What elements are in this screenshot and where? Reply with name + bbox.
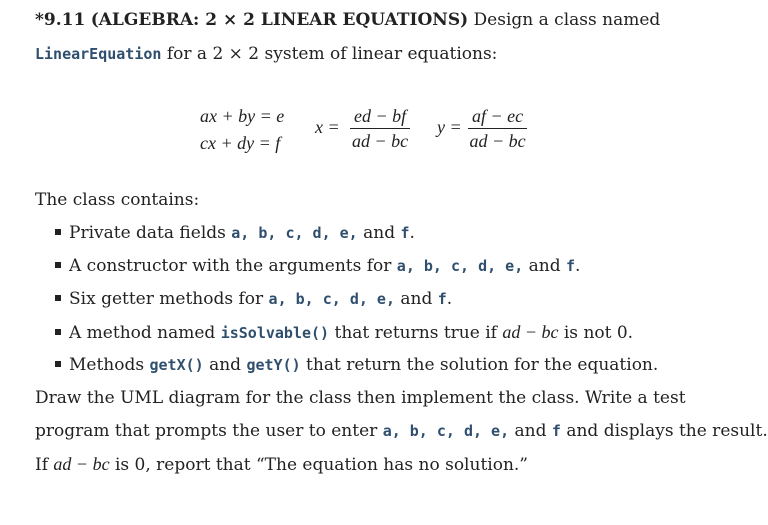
- heading-text: Design a class named: [468, 10, 661, 30]
- class-name: LinearEquation: [35, 45, 162, 63]
- list-item: Six getter methods for a, b, c, d, e, and f.: [55, 289, 452, 309]
- bullet-icon: [55, 229, 61, 235]
- y-numerator: af − ec: [468, 104, 527, 129]
- paragraph-line-2: program that prompts the user to enter a, b, c, d, e, and f and displays the result.: [35, 421, 768, 441]
- x-numerator: ed − bf: [350, 104, 410, 129]
- exercise-heading: [35, 10, 660, 30]
- equation-1: ax + by = e: [200, 106, 285, 126]
- paragraph-line-3: If ad − bc is 0, report that “The equation has no solution.”: [35, 454, 528, 475]
- exercise-title: (ALGEBRA: 2 × 2 LINEAR EQUATIONS): [90, 10, 469, 30]
- bullet-icon: [55, 361, 61, 367]
- equation-2: cx + dy = f: [200, 133, 281, 153]
- bullet-icon: [55, 262, 61, 268]
- list-item: A constructor with the arguments for a, b, c, d, e, and f.: [55, 256, 580, 276]
- exercise-number: *9.11: [35, 10, 86, 30]
- list-item: A method named isSolvable() that returns true if ad − bc is not 0.: [55, 322, 633, 343]
- x-fraction: [350, 104, 410, 153]
- bullet-icon: [55, 329, 61, 335]
- y-label: y =: [437, 117, 462, 137]
- system-of-equations: [200, 103, 284, 157]
- paragraph-line-1: Draw the UML diagram for the class then implement the class. Write a test: [35, 388, 686, 408]
- bullet-icon: [55, 295, 61, 301]
- intro-line: [35, 44, 497, 64]
- list-item: Private data fields a, b, c, d, e, and f.: [55, 223, 415, 243]
- list-item: Methods getX() and getY() that return the solution for the equation.: [55, 355, 658, 375]
- x-label: x =: [315, 117, 340, 137]
- intro-text: for a 2 × 2 system of linear equations:: [161, 44, 498, 64]
- y-denominator: ad − bc: [469, 131, 526, 151]
- x-denominator: ad − bc: [352, 131, 409, 151]
- contains-label: The class contains:: [35, 190, 200, 210]
- y-fraction: [468, 104, 527, 153]
